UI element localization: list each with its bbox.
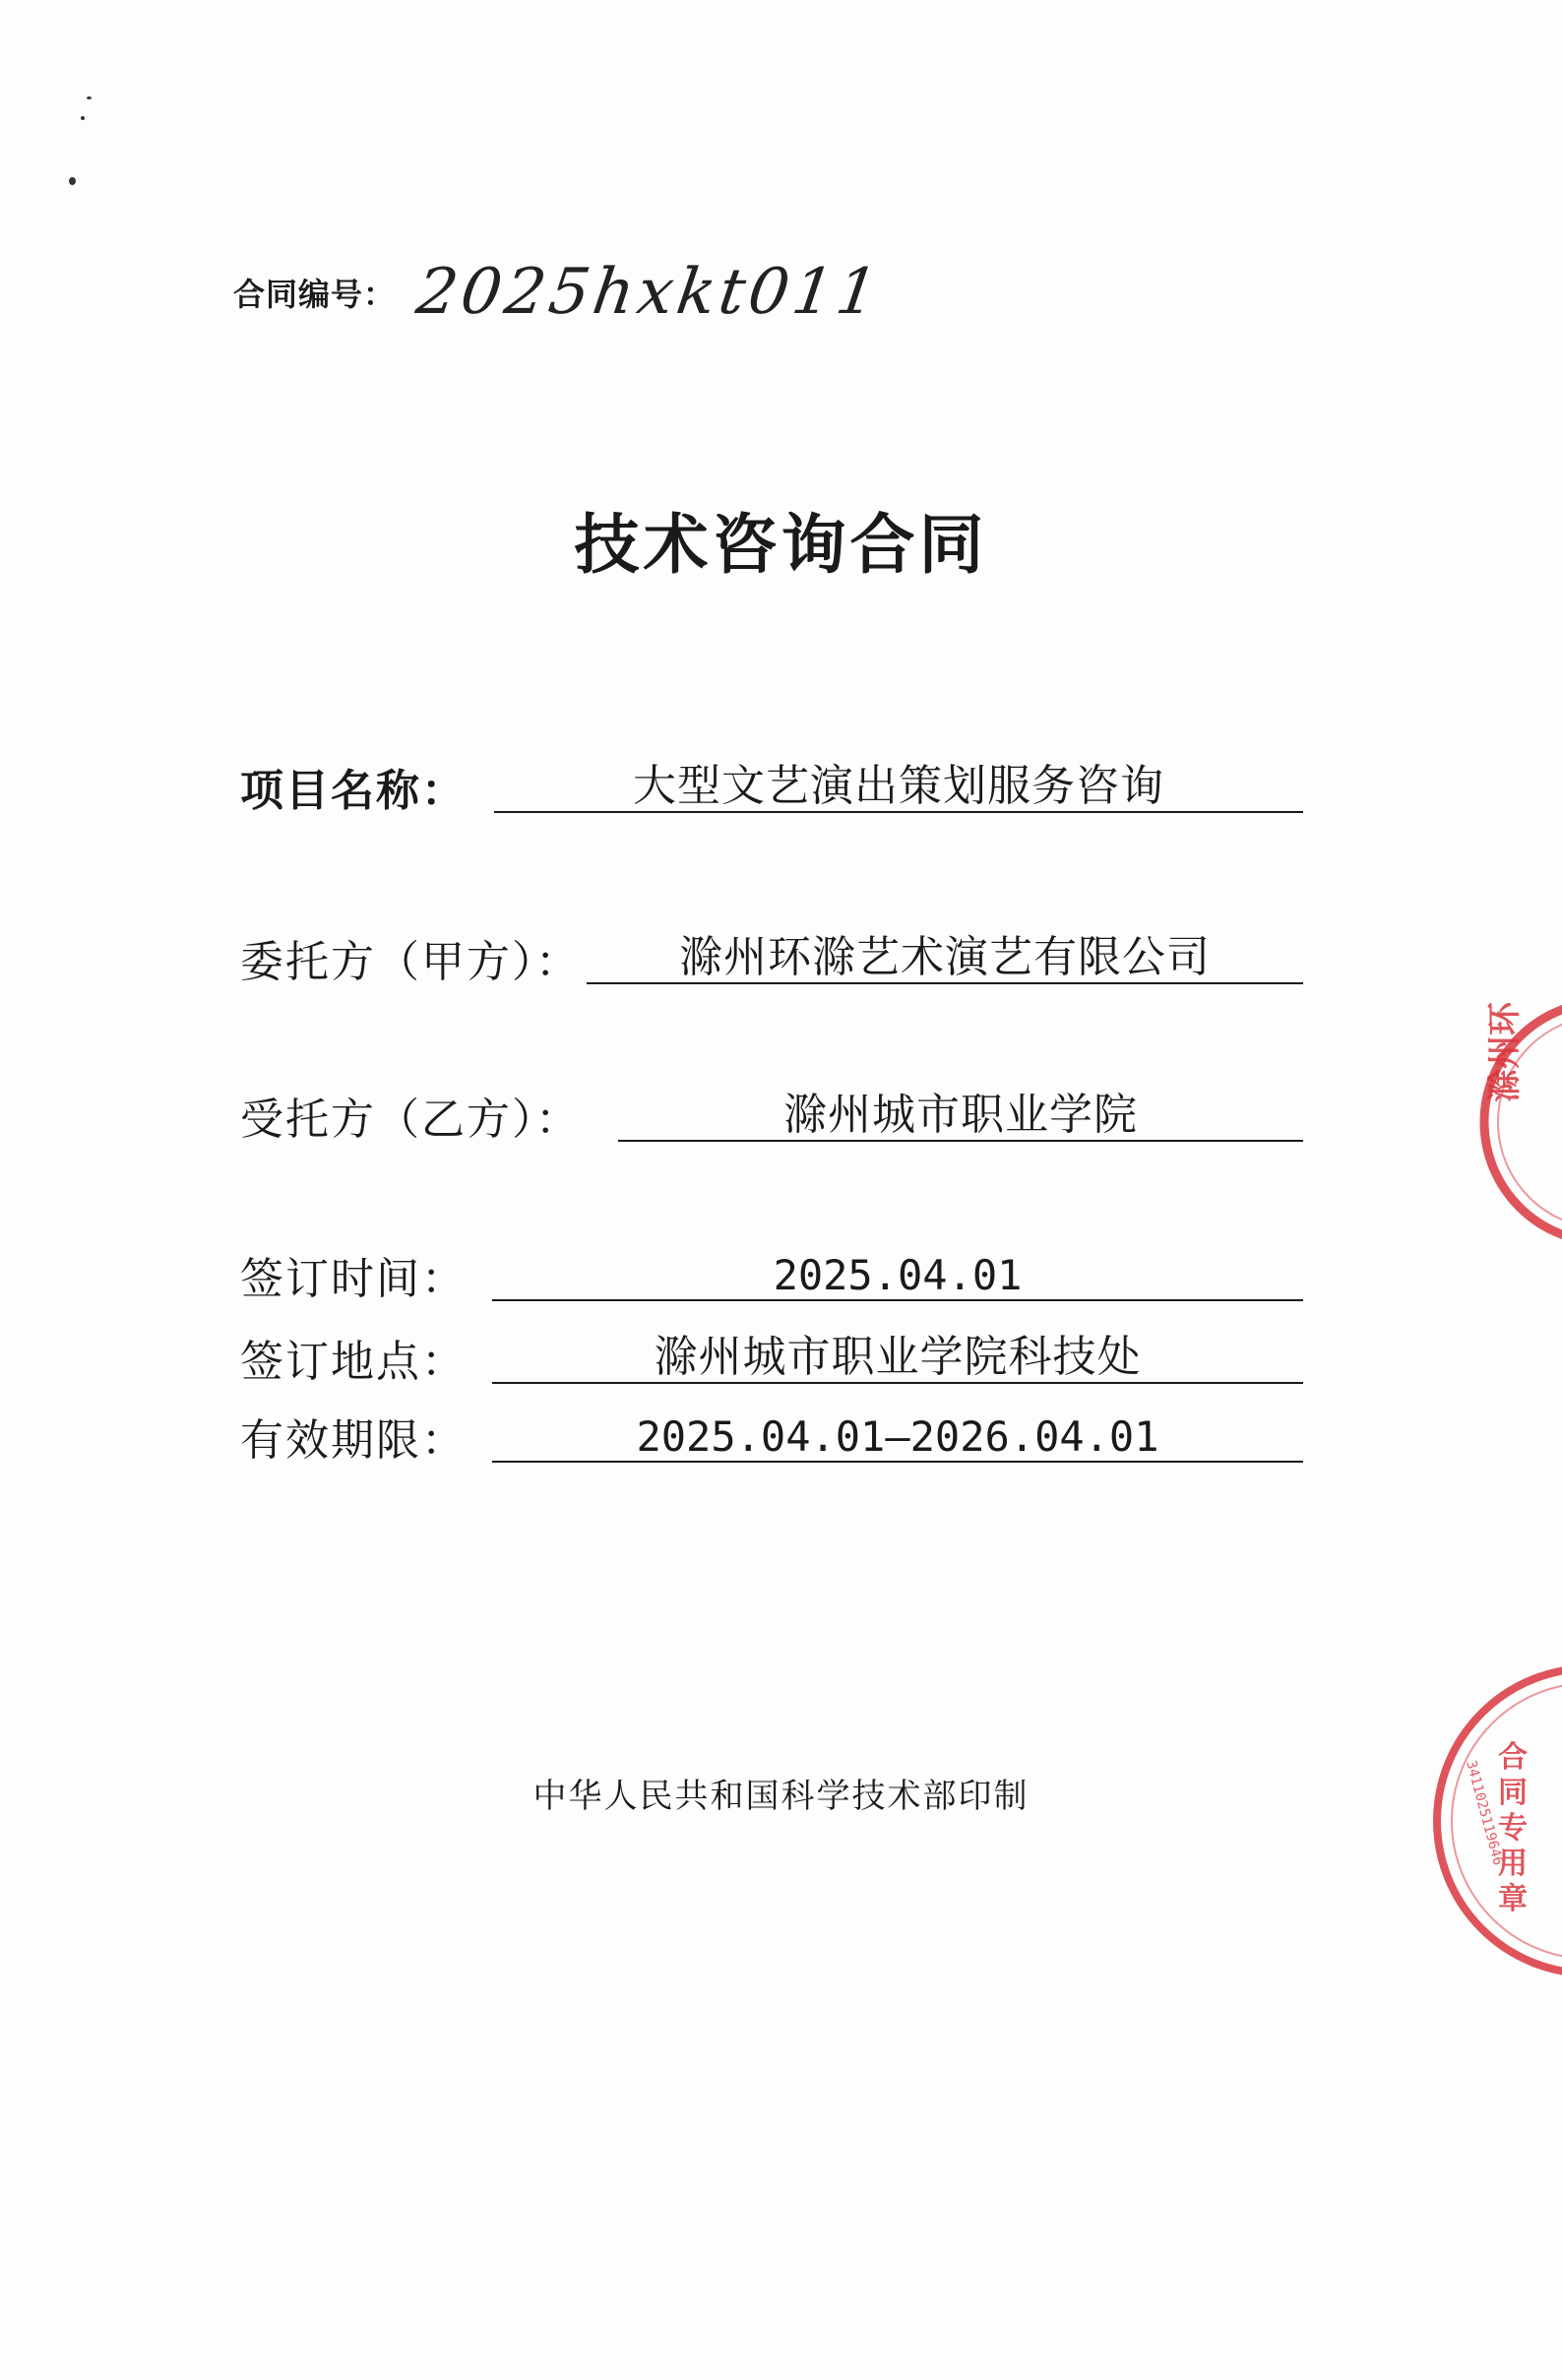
field-label: 受托方（乙方）： bbox=[240, 1095, 581, 1146]
field-value: 大型文艺演出策划服务咨询 bbox=[494, 764, 1303, 813]
contract-number-handwritten: 2025hxkt011 bbox=[411, 256, 887, 329]
document-title: 技术咨询合同 bbox=[574, 507, 988, 583]
contract-number-label: 合同编号： bbox=[233, 276, 397, 313]
svg-text:合 同 专 用: 合 同 专 用 章 bbox=[1498, 1740, 1528, 1916]
scan-speck bbox=[87, 96, 92, 99]
field-label: 有效期限： bbox=[240, 1415, 467, 1467]
field-sign-place bbox=[240, 1332, 1303, 1388]
field-client bbox=[240, 932, 1303, 988]
field-value: 滁州城市职业学院 bbox=[618, 1093, 1303, 1142]
field-trustee bbox=[240, 1090, 1303, 1146]
field-validity bbox=[240, 1412, 1303, 1467]
field-value: 滁州城市职业学院科技处 bbox=[492, 1335, 1303, 1384]
scan-speck bbox=[81, 116, 85, 120]
field-value: 滁州环滁艺术演艺有限公司 bbox=[587, 935, 1303, 984]
company-seal-partial bbox=[1457, 994, 1562, 1250]
field-value: 2025.04.01—2026.04.01 bbox=[492, 1415, 1303, 1463]
svg-text:滁州环: 滁州环 bbox=[1485, 1002, 1525, 1102]
publisher-footer: 中华人民共和国科学技术部印制 bbox=[532, 1777, 1030, 1816]
contract-number bbox=[233, 242, 887, 329]
scan-speck bbox=[69, 177, 76, 185]
field-project-name bbox=[240, 761, 1303, 817]
field-label: 委托方（甲方）： bbox=[240, 937, 581, 988]
svg-text:3411025119646: 3411025119646 bbox=[1463, 1758, 1506, 1867]
field-label: 项目名称： bbox=[240, 766, 467, 817]
field-label: 签订地点： bbox=[240, 1337, 467, 1388]
field-label: 签订时间： bbox=[240, 1254, 467, 1305]
field-sign-date bbox=[240, 1251, 1303, 1305]
contract-seal-partial bbox=[1417, 1659, 1562, 1983]
field-value: 2025.04.01 bbox=[492, 1254, 1303, 1301]
